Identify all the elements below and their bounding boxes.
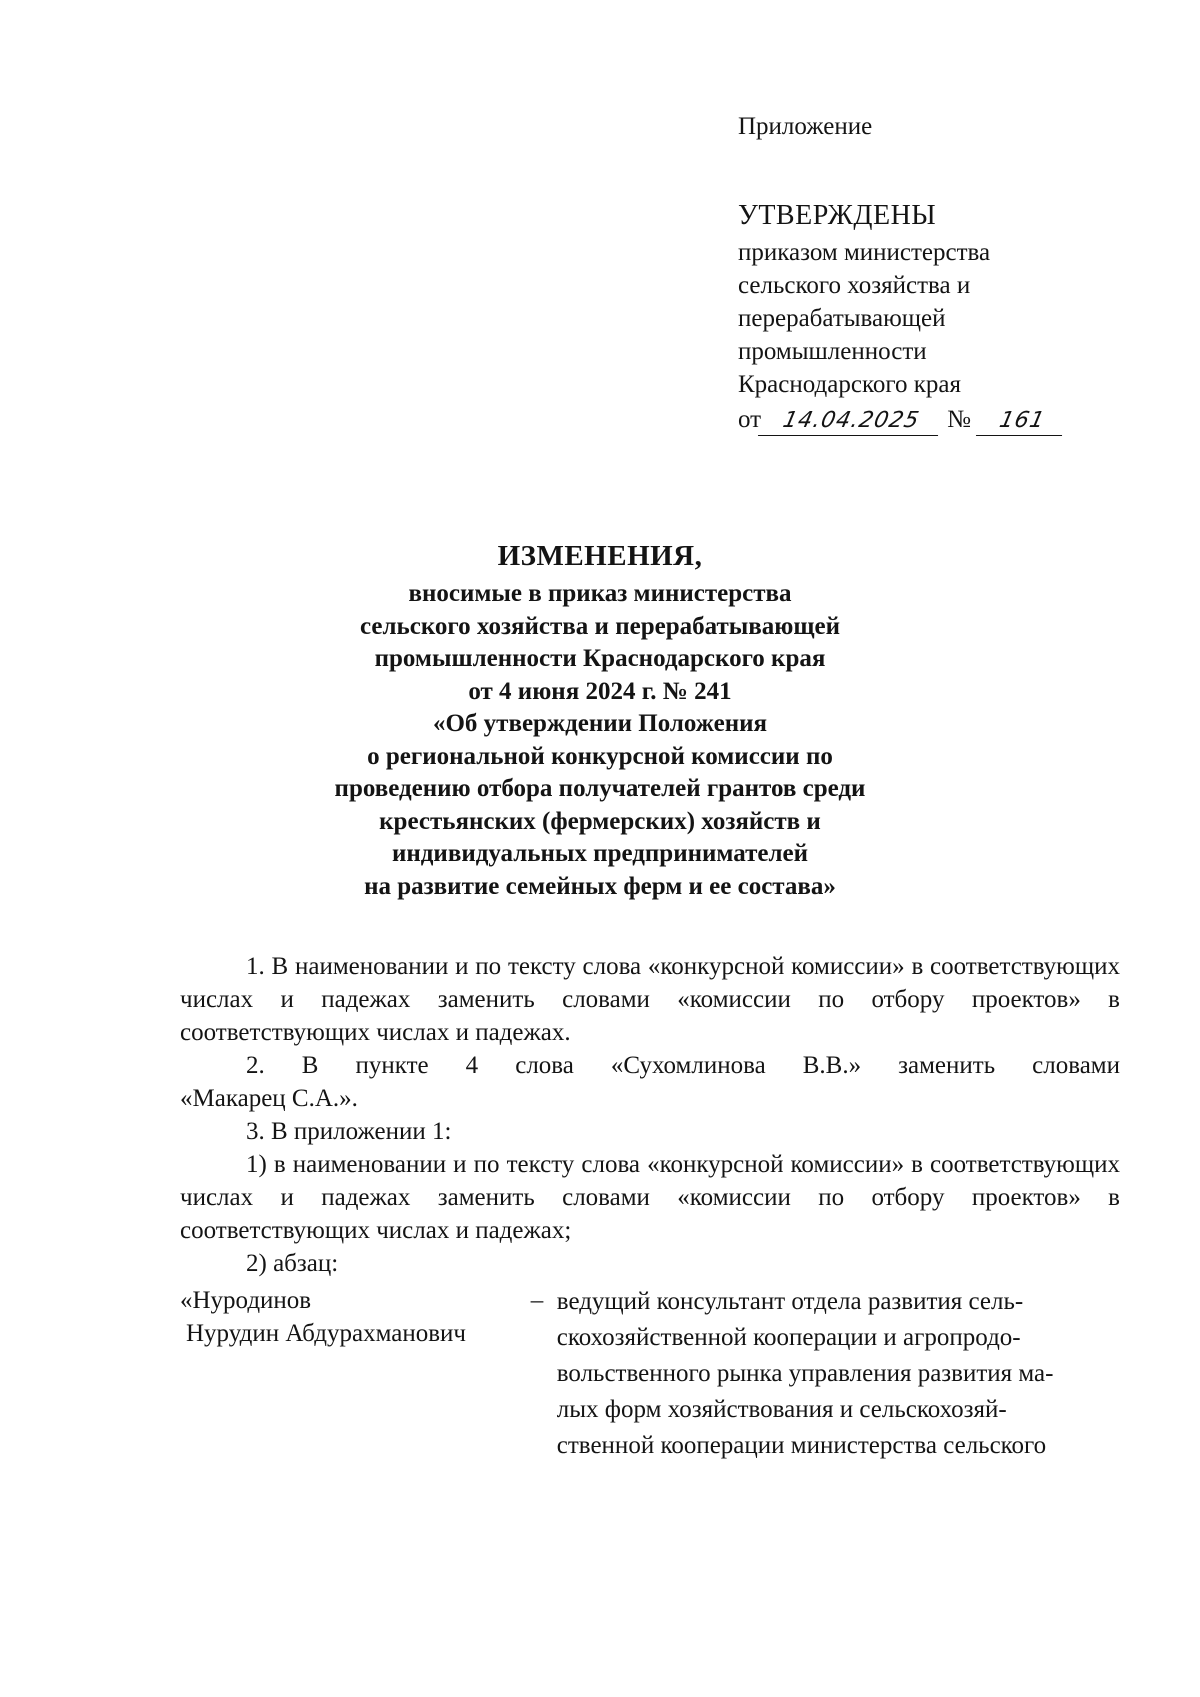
abzac-person	[180, 1284, 517, 1464]
approval-line: сельского хозяйства и	[738, 272, 971, 299]
person-surname: «Нуродинов	[180, 1287, 312, 1314]
order-number-handwritten: 161	[976, 407, 1068, 436]
title-line: индивидуальных предпринимателей	[391, 840, 809, 867]
person-name: Нурудин Абдурахманович	[186, 1320, 466, 1347]
title-line: вносимые в приказ министерства	[408, 580, 792, 607]
description-line: ведущий консультант отдела развития сель-	[556, 1288, 1024, 1315]
title-line: «Об утверждении Положения	[432, 710, 768, 737]
description-line: лых форм хозяйствования и сельскохозяй-	[556, 1396, 1007, 1423]
abzac-dash: –	[530, 1287, 544, 1314]
title-line: от 4 июня 2024 г. № 241	[468, 677, 732, 705]
title-line: сельского хозяйства и перерабатывающей	[360, 612, 840, 640]
approval-block	[738, 110, 1138, 436]
abzac-description	[557, 1284, 1120, 1464]
document-body	[180, 950, 1120, 1464]
title-line: промышленности Краснодарского края	[374, 645, 826, 672]
document-title	[220, 538, 980, 903]
description-line: скохозяйственной кооперации и агропродо-	[556, 1324, 1021, 1351]
number-prefix: №	[947, 406, 971, 433]
paragraph-2-line-2: «Макарец С.А.».	[180, 1085, 358, 1112]
title-line: на развитие семейных ферм и ее состава»	[364, 872, 836, 900]
approved-heading: УТВЕРЖДЕНЫ	[738, 200, 937, 231]
order-date-number-line	[738, 403, 1138, 436]
title-line: о региональной конкурсной комиссии по	[367, 742, 833, 770]
paragraph-3: 3. В приложении 1:	[246, 1118, 452, 1145]
title-heading: ИЗМЕНЕНИЯ,	[497, 540, 703, 572]
paragraph-5: 2) абзац:	[246, 1250, 339, 1277]
paragraph-1: 1. В наименовании и по тексту слова «конкурсной комиссии» в соответствующих числах и падежах заменить словами «комиссии по отбору проектов» в соответствующих числах и падежах.	[180, 953, 1120, 1046]
title-line: проведению отбора получателей грантов среди	[334, 775, 866, 802]
approval-line: приказом министерства	[738, 239, 991, 266]
description-line: ственной кооперации министерства сельского	[556, 1432, 1047, 1459]
order-date-handwritten: 14.04.2025	[758, 407, 944, 436]
paragraph-4: 1) в наименовании и по тексту слова «конкурсной комиссии» в соответствующих числах и падежах заменить словами «комиссии по отбору проектов» в соответствующих числах и падежах;	[180, 1151, 1120, 1244]
description-line: вольственного рынка управления развития ма-	[556, 1360, 1054, 1387]
approval-line: перерабатывающей	[738, 305, 946, 332]
approval-line: промышленности	[738, 338, 927, 365]
title-line: крестьянских (фермерских) хозяйств и	[379, 807, 821, 835]
paragraph-2-line-1: 2. В пункте 4 слова «Сухомлинова В.В.» заменить словами	[246, 1052, 1120, 1079]
abzac-entry	[180, 1284, 1120, 1464]
approval-line: Краснодарского края	[738, 371, 961, 398]
appendix-label: Приложение	[738, 113, 873, 140]
date-prefix: от	[738, 406, 762, 433]
